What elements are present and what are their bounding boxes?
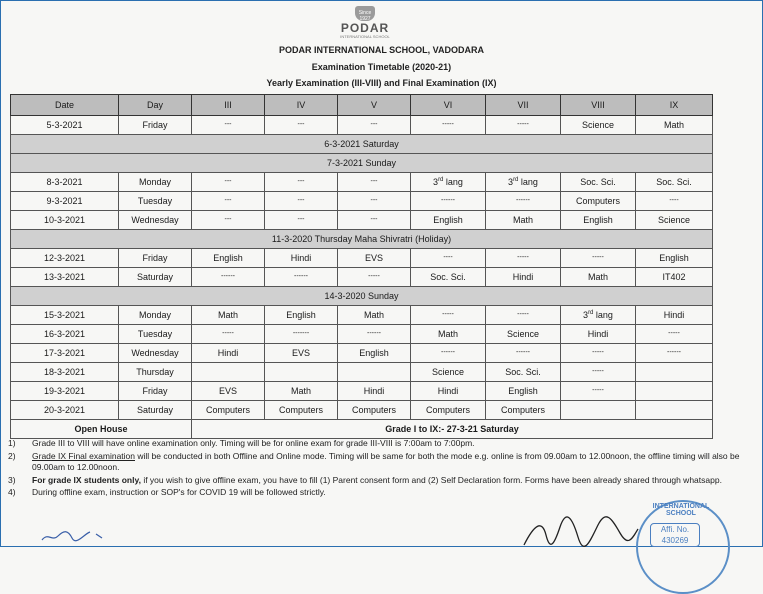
document-subtitle: Yearly Examination (III-VIII) and Final Examination (IX) bbox=[266, 78, 497, 88]
table-cell: Computers bbox=[486, 401, 561, 420]
note-4: 4) During offline exam, instruction or SOP's for COVID 19 will be followed strictly. bbox=[8, 487, 326, 497]
table-cell: ---- bbox=[636, 192, 713, 211]
notes-list bbox=[8, 438, 753, 500]
table-cell: English bbox=[338, 344, 411, 363]
table-cell: EVS bbox=[338, 249, 411, 268]
table-cell: ----- bbox=[636, 325, 713, 344]
table-row bbox=[11, 401, 713, 420]
table-cell: Hindi bbox=[411, 382, 486, 401]
table-cell: English bbox=[636, 249, 713, 268]
table-row bbox=[11, 268, 713, 287]
table-cell: Soc. Sci. bbox=[486, 363, 561, 382]
table-cell: Hindi bbox=[561, 325, 636, 344]
table-cell: 5-3-2021 bbox=[11, 116, 119, 135]
table-cell: Friday bbox=[119, 382, 192, 401]
school-crest-icon bbox=[355, 6, 375, 21]
table-cell: --- bbox=[192, 211, 265, 230]
table-cell: Computers bbox=[411, 401, 486, 420]
table-cell: Math bbox=[265, 382, 338, 401]
table-cell: ------- bbox=[265, 325, 338, 344]
table-cell: ------ bbox=[636, 344, 713, 363]
table-row bbox=[11, 173, 713, 192]
span-cell: 6-3-2021 Saturday bbox=[11, 135, 713, 154]
table-cell: 3rd lang bbox=[411, 173, 486, 192]
table-cell: ----- bbox=[192, 325, 265, 344]
document-title: Examination Timetable (2020-21) bbox=[311, 62, 452, 72]
table-cell: Hindi bbox=[338, 382, 411, 401]
logo-word: PODAR bbox=[340, 21, 390, 35]
table-cell bbox=[636, 401, 713, 420]
school-name: PODAR INTERNATIONAL SCHOOL, VADODARA bbox=[278, 45, 484, 55]
table-row bbox=[11, 363, 713, 382]
table-row bbox=[11, 116, 713, 135]
table-cell: --- bbox=[192, 116, 265, 135]
table-cell: 19-3-2021 bbox=[11, 382, 119, 401]
table-cell: English bbox=[265, 306, 338, 325]
table-cell: IT402 bbox=[636, 268, 713, 287]
table-cell bbox=[265, 363, 338, 382]
table-cell: --- bbox=[192, 173, 265, 192]
table-cell: --- bbox=[265, 211, 338, 230]
table-cell: ------ bbox=[192, 268, 265, 287]
column-header: V bbox=[338, 95, 411, 116]
table-cell: ----- bbox=[486, 306, 561, 325]
table-row bbox=[11, 192, 713, 211]
table-cell: 20-3-2021 bbox=[11, 401, 119, 420]
table-cell: Math bbox=[192, 306, 265, 325]
table-cell: Soc. Sci. bbox=[411, 268, 486, 287]
table-cell: Computers bbox=[561, 192, 636, 211]
table-cell: Wednesday bbox=[119, 211, 192, 230]
table-cell: ------ bbox=[411, 192, 486, 211]
table-cell: English bbox=[192, 249, 265, 268]
note-3: 3) For grade IX students only, if you wish to give offline exam, you have to fill (1) Parent consent form and (2) Self Declaration form. Forms have been already shared through whatsapp. bbox=[8, 474, 722, 485]
table-cell: Math bbox=[338, 306, 411, 325]
date-span-row bbox=[11, 154, 713, 173]
column-header: III bbox=[192, 95, 265, 116]
table-cell: 18-3-2021 bbox=[11, 363, 119, 382]
table-cell: ----- bbox=[561, 382, 636, 401]
open-house-label: Open House bbox=[11, 420, 192, 439]
table-cell: ----- bbox=[411, 306, 486, 325]
table-cell: Hindi bbox=[192, 344, 265, 363]
table-cell: ----- bbox=[486, 249, 561, 268]
date-span-row bbox=[11, 287, 713, 306]
table-cell: Monday bbox=[119, 173, 192, 192]
table-cell: ----- bbox=[338, 268, 411, 287]
table-cell: Science bbox=[486, 325, 561, 344]
table-cell: --- bbox=[338, 116, 411, 135]
logo-subtitle: INTERNATIONAL SCHOOL bbox=[340, 34, 390, 39]
table-row bbox=[11, 344, 713, 363]
table-cell: 10-3-2021 bbox=[11, 211, 119, 230]
table-cell: Math bbox=[561, 268, 636, 287]
crest-text: Since 1927 bbox=[358, 10, 372, 22]
table-cell bbox=[636, 382, 713, 401]
table-cell: 17-3-2021 bbox=[11, 344, 119, 363]
table-cell: ---- bbox=[411, 249, 486, 268]
table-cell: ------ bbox=[411, 344, 486, 363]
table-cell: Computers bbox=[338, 401, 411, 420]
table-cell: English bbox=[486, 382, 561, 401]
table-cell: 8-3-2021 bbox=[11, 173, 119, 192]
podar-logo bbox=[335, 6, 395, 40]
table-cell: --- bbox=[192, 192, 265, 211]
table-cell: --- bbox=[338, 192, 411, 211]
table-cell: Science bbox=[561, 116, 636, 135]
table-cell: 13-3-2021 bbox=[11, 268, 119, 287]
exam-timetable bbox=[10, 94, 713, 439]
table-cell: ----- bbox=[486, 116, 561, 135]
table-cell: Math bbox=[411, 325, 486, 344]
table-cell: Hindi bbox=[265, 249, 338, 268]
span-cell: 7-3-2021 Sunday bbox=[11, 154, 713, 173]
date-span-row bbox=[11, 135, 713, 154]
open-house-row bbox=[11, 420, 713, 439]
stamp-ring-text: INTERNATIONAL SCHOOL bbox=[652, 503, 710, 517]
table-cell bbox=[192, 363, 265, 382]
table-cell: Tuesday bbox=[119, 192, 192, 211]
table-cell: English bbox=[411, 211, 486, 230]
table-cell: ----- bbox=[561, 249, 636, 268]
table-cell bbox=[338, 363, 411, 382]
table-row bbox=[11, 382, 713, 401]
span-cell: 14-3-2020 Sunday bbox=[11, 287, 713, 306]
table-cell: Hindi bbox=[486, 268, 561, 287]
table-cell: ------ bbox=[338, 325, 411, 344]
column-header: VII bbox=[486, 95, 561, 116]
column-header: IX bbox=[636, 95, 713, 116]
table-cell: 3rd lang bbox=[561, 306, 636, 325]
note-1: 1) Grade III to VIII will have online examination only. Timing will be for online exam for grade III-VIII is 7:00am to 7:00pm. bbox=[8, 438, 475, 448]
stamp-affi-label: Affi. No. bbox=[660, 525, 690, 534]
table-row bbox=[11, 249, 713, 268]
table-cell: Computers bbox=[265, 401, 338, 420]
table-cell: 15-3-2021 bbox=[11, 306, 119, 325]
table-cell: Saturday bbox=[119, 268, 192, 287]
table-cell: --- bbox=[265, 173, 338, 192]
table-cell bbox=[636, 363, 713, 382]
table-cell: Computers bbox=[192, 401, 265, 420]
open-house-date: Grade I to IX:- 27-3-21 Saturday bbox=[192, 420, 713, 439]
table-cell: Saturday bbox=[119, 401, 192, 420]
table-cell: Math bbox=[486, 211, 561, 230]
principal-signature bbox=[520, 515, 640, 547]
table-cell: --- bbox=[338, 173, 411, 192]
table-cell: Hindi bbox=[636, 306, 713, 325]
span-cell: 11-3-2020 Thursday Maha Shivratri (Holiday) bbox=[11, 230, 713, 249]
table-cell: Math bbox=[636, 116, 713, 135]
table-cell: Soc. Sci. bbox=[636, 173, 713, 192]
table-cell: Friday bbox=[119, 116, 192, 135]
table-body bbox=[11, 116, 713, 439]
column-header: Day bbox=[119, 95, 192, 116]
table-cell: Science bbox=[411, 363, 486, 382]
column-header: VI bbox=[411, 95, 486, 116]
table-cell: --- bbox=[265, 116, 338, 135]
table-row bbox=[11, 211, 713, 230]
initials-signature bbox=[40, 526, 110, 544]
stamp-affi-number: 430269 bbox=[661, 536, 689, 545]
table-cell: Soc. Sci. bbox=[561, 173, 636, 192]
table-row bbox=[11, 325, 713, 344]
stamp-affiliation-box bbox=[650, 523, 700, 547]
table-cell: 12-3-2021 bbox=[11, 249, 119, 268]
table-cell: 3rd lang bbox=[486, 173, 561, 192]
table-cell: ------ bbox=[265, 268, 338, 287]
date-span-row bbox=[11, 230, 713, 249]
table-cell: 16-3-2021 bbox=[11, 325, 119, 344]
table-cell: 9-3-2021 bbox=[11, 192, 119, 211]
table-cell: Monday bbox=[119, 306, 192, 325]
table-cell: Tuesday bbox=[119, 325, 192, 344]
table-header-row bbox=[11, 95, 713, 116]
table-cell: ----- bbox=[561, 363, 636, 382]
table-cell: Science bbox=[636, 211, 713, 230]
table-cell: Friday bbox=[119, 249, 192, 268]
table-cell: Wednesday bbox=[119, 344, 192, 363]
table-cell: EVS bbox=[192, 382, 265, 401]
table-cell: English bbox=[561, 211, 636, 230]
table-cell: --- bbox=[265, 192, 338, 211]
column-header: Date bbox=[11, 95, 119, 116]
table-cell: --- bbox=[338, 211, 411, 230]
column-header: VIII bbox=[561, 95, 636, 116]
table-cell bbox=[561, 401, 636, 420]
table-cell: EVS bbox=[265, 344, 338, 363]
column-header: IV bbox=[265, 95, 338, 116]
table-cell: ------ bbox=[486, 344, 561, 363]
table-row bbox=[11, 306, 713, 325]
table-cell: ----- bbox=[561, 344, 636, 363]
table-cell: ------ bbox=[486, 192, 561, 211]
table-cell: Thursday bbox=[119, 363, 192, 382]
note-2: 2) Grade IX Final examination will be conducted in both Offline and Online mode. Timing will be same for both the mode e.g. online is from 09.00am to 12.00noon, the offline timing will also be 09.00am to 12.00noon. bbox=[8, 450, 740, 472]
table-cell: ----- bbox=[411, 116, 486, 135]
